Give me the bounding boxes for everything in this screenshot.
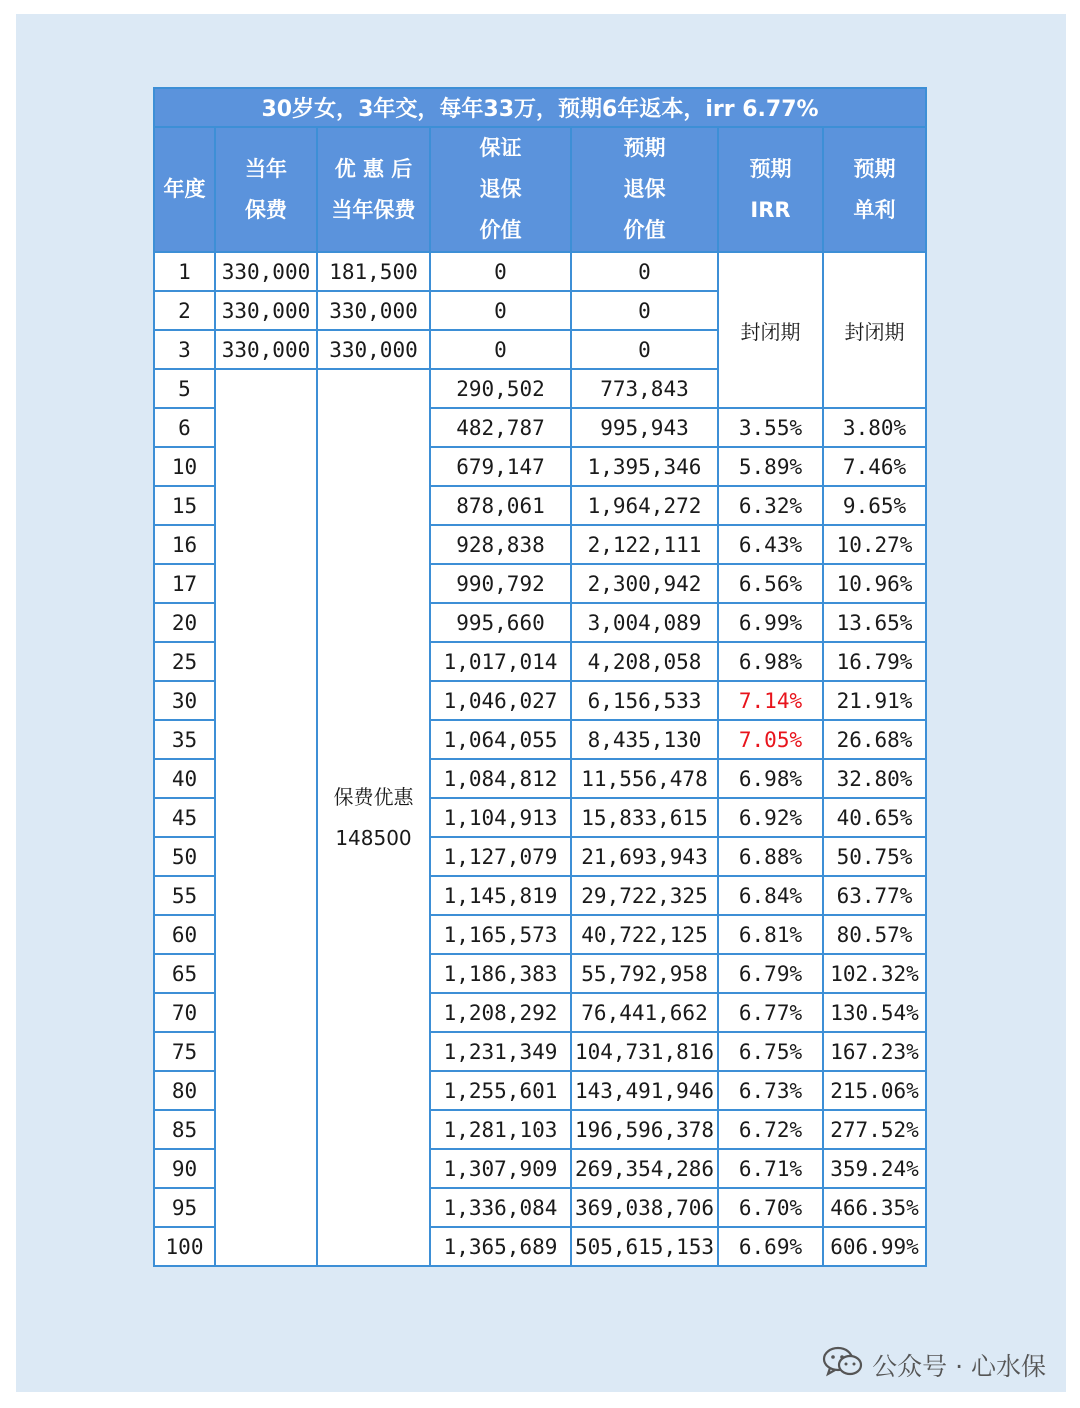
header-expected-simple [823,127,926,252]
expected-value-cell: 2,300,942 [571,564,718,603]
expected-simple-cell: 3.80% [823,408,926,447]
year-cell: 6 [154,408,215,447]
guaranteed-value-cell: 1,231,349 [430,1032,571,1071]
header-premium-line2: 保费 [245,197,287,222]
year-cell: 65 [154,954,215,993]
header-guaranteed-value [430,127,571,252]
guaranteed-value-cell: 679,147 [430,447,571,486]
header-expected-line2: 退保 [623,177,666,201]
guaranteed-value-cell: 1,336,084 [430,1188,571,1227]
expected-simple-cell: 359.24% [823,1149,926,1188]
expected-irr-cell: 6.92% [718,798,823,837]
header-expected-irr [718,127,823,252]
expected-irr-cell: 6.79% [718,954,823,993]
year-cell: 70 [154,993,215,1032]
expected-irr-cell: 6.77% [718,993,823,1032]
guaranteed-value-cell: 1,104,913 [430,798,571,837]
expected-simple-cell: 21.91% [823,681,926,720]
guaranteed-value-cell: 1,165,573 [430,915,571,954]
guaranteed-value-cell: 1,186,383 [430,954,571,993]
expected-irr-cell: 6.43% [718,525,823,564]
expected-irr-cell: 6.56% [718,564,823,603]
guaranteed-value-cell: 1,084,812 [430,759,571,798]
guaranteed-value-cell: 1,127,079 [430,837,571,876]
guaranteed-value-cell: 1,064,055 [430,720,571,759]
expected-simple-cell: 130.54% [823,993,926,1032]
watermark-text: 公众号 · 心水保 [872,1352,1046,1381]
expected-irr-cell: 6.71% [718,1149,823,1188]
expected-value-cell: 29,722,325 [571,876,718,915]
premium-cell: 330,000 [215,291,317,330]
header-simple-line2: 单利 [853,197,896,222]
expected-simple-cell: 50.75% [823,837,926,876]
guaranteed-value-cell: 290,502 [430,369,571,408]
header-year [154,127,215,252]
year-cell: 25 [154,642,215,681]
guaranteed-value-cell: 482,787 [430,408,571,447]
expected-irr-cell: 6.88% [718,837,823,876]
year-cell: 35 [154,720,215,759]
guaranteed-value-cell: 878,061 [430,486,571,525]
year-cell: 2 [154,291,215,330]
year-cell: 30 [154,681,215,720]
expected-value-cell: 995,943 [571,408,718,447]
year-cell: 85 [154,1110,215,1149]
premium-cell: 330,000 [215,252,317,291]
premium-cell: 330,000 [215,330,317,369]
guaranteed-value-cell: 1,208,292 [430,993,571,1032]
watermark [822,1346,1046,1384]
expected-value-cell: 773,843 [571,369,718,408]
premium-discount-note [317,369,430,1266]
expected-irr-cell: 6.84% [718,876,823,915]
expected-value-cell: 104,731,816 [571,1032,718,1071]
expected-value-cell: 0 [571,330,718,369]
expected-value-cell: 196,596,378 [571,1110,718,1149]
expected-value-cell: 4,208,058 [571,642,718,681]
expected-irr-cell: 6.73% [718,1071,823,1110]
expected-simple-cell: 9.65% [823,486,926,525]
expected-value-cell: 1,395,346 [571,447,718,486]
year-cell: 5 [154,369,215,408]
expected-irr-cell: 6.70% [718,1188,823,1227]
lockup-irr-cell: 封闭期 [718,252,823,408]
expected-simple-cell: 277.52% [823,1110,926,1149]
year-cell: 15 [154,486,215,525]
year-cell: 80 [154,1071,215,1110]
expected-value-cell: 369,038,706 [571,1188,718,1227]
expected-value-cell: 269,354,286 [571,1149,718,1188]
expected-irr-cell: 6.72% [718,1110,823,1149]
guaranteed-value-cell: 1,281,103 [430,1110,571,1149]
expected-irr-cell: 6.81% [718,915,823,954]
year-cell: 60 [154,915,215,954]
expected-simple-cell: 606.99% [823,1227,926,1266]
expected-value-cell: 1,964,272 [571,486,718,525]
expected-irr-cell: 6.98% [718,759,823,798]
year-cell: 90 [154,1149,215,1188]
expected-irr-cell: 7.14% [718,681,823,720]
header-irr-line1: 预期 [749,156,792,181]
header-guaranteed-line1: 保证 [479,136,522,160]
header-simple-line1: 预期 [853,156,896,181]
lockup-simple-cell: 封闭期 [823,252,926,408]
year-cell: 50 [154,837,215,876]
guaranteed-value-cell: 0 [430,330,571,369]
expected-simple-cell: 13.65% [823,603,926,642]
expected-value-cell: 40,722,125 [571,915,718,954]
expected-simple-cell: 466.35% [823,1188,926,1227]
year-cell: 1 [154,252,215,291]
expected-value-cell: 21,693,943 [571,837,718,876]
expected-value-cell: 11,556,478 [571,759,718,798]
insurance-value-table [153,87,927,1267]
year-cell: 45 [154,798,215,837]
guaranteed-value-cell: 1,365,689 [430,1227,571,1266]
expected-value-cell: 8,435,130 [571,720,718,759]
discounted-premium-cell: 330,000 [317,291,430,330]
header-guaranteed-line2: 退保 [479,177,522,201]
year-cell: 100 [154,1227,215,1266]
expected-value-cell: 505,615,153 [571,1227,718,1266]
header-year-label: 年度 [163,177,206,201]
expected-simple-cell: 7.46% [823,447,926,486]
expected-irr-cell: 7.05% [718,720,823,759]
premium-empty-cell [215,369,317,1266]
expected-simple-cell: 102.32% [823,954,926,993]
header-expected-line1: 预期 [623,136,666,160]
year-cell: 95 [154,1188,215,1227]
header-expected-line3: 价值 [623,218,666,242]
expected-simple-cell: 26.68% [823,720,926,759]
expected-irr-cell: 6.99% [718,603,823,642]
expected-value-cell: 55,792,958 [571,954,718,993]
year-cell: 3 [154,330,215,369]
year-cell: 55 [154,876,215,915]
expected-value-cell: 0 [571,252,718,291]
guaranteed-value-cell: 1,145,819 [430,876,571,915]
guaranteed-value-cell: 0 [430,252,571,291]
expected-value-cell: 143,491,946 [571,1071,718,1110]
premium-discount-label: 保费优惠 [333,784,414,809]
expected-simple-cell: 63.77% [823,876,926,915]
header-discounted-premium [317,127,430,252]
expected-irr-cell: 6.32% [718,486,823,525]
guaranteed-value-cell: 1,017,014 [430,642,571,681]
header-discounted-line1: 优 惠 后 [334,156,413,181]
header-irr-line2: IRR [750,197,791,222]
expected-value-cell: 3,004,089 [571,603,718,642]
guaranteed-value-cell: 990,792 [430,564,571,603]
expected-irr-cell: 6.75% [718,1032,823,1071]
year-cell: 75 [154,1032,215,1071]
expected-irr-cell: 6.69% [718,1227,823,1266]
guaranteed-value-cell: 1,046,027 [430,681,571,720]
expected-simple-cell: 80.57% [823,915,926,954]
expected-simple-cell: 32.80% [823,759,926,798]
year-cell: 10 [154,447,215,486]
expected-simple-cell: 16.79% [823,642,926,681]
table-body [154,252,926,1266]
expected-value-cell: 15,833,615 [571,798,718,837]
guaranteed-value-cell: 1,255,601 [430,1071,571,1110]
guaranteed-value-cell: 928,838 [430,525,571,564]
expected-simple-cell: 10.27% [823,525,926,564]
guaranteed-value-cell: 0 [430,291,571,330]
premium-discount-amount: 148500 [335,825,412,850]
expected-value-cell: 76,441,662 [571,993,718,1032]
header-discounted-line2: 当年保费 [331,197,416,222]
discounted-premium-cell: 181,500 [317,252,430,291]
wechat-icon [822,1346,864,1384]
expected-irr-cell: 5.89% [718,447,823,486]
expected-simple-cell: 167.23% [823,1032,926,1071]
header-guaranteed-line3: 价值 [479,218,522,242]
expected-value-cell: 6,156,533 [571,681,718,720]
expected-simple-cell: 40.65% [823,798,926,837]
expected-value-cell: 2,122,111 [571,525,718,564]
expected-simple-cell: 215.06% [823,1071,926,1110]
expected-simple-cell: 10.96% [823,564,926,603]
year-cell: 40 [154,759,215,798]
expected-value-cell: 0 [571,291,718,330]
expected-irr-cell: 6.98% [718,642,823,681]
header-premium [215,127,317,252]
header-expected-value [571,127,718,252]
header-premium-line1: 当年 [245,156,287,181]
expected-irr-cell: 3.55% [718,408,823,447]
table-title: 30岁女，3年交，每年33万，预期6年返本，irr 6.77% [154,88,926,127]
table-row [154,252,926,291]
year-cell: 20 [154,603,215,642]
guaranteed-value-cell: 995,660 [430,603,571,642]
year-cell: 16 [154,525,215,564]
guaranteed-value-cell: 1,307,909 [430,1149,571,1188]
year-cell: 17 [154,564,215,603]
discounted-premium-cell: 330,000 [317,330,430,369]
